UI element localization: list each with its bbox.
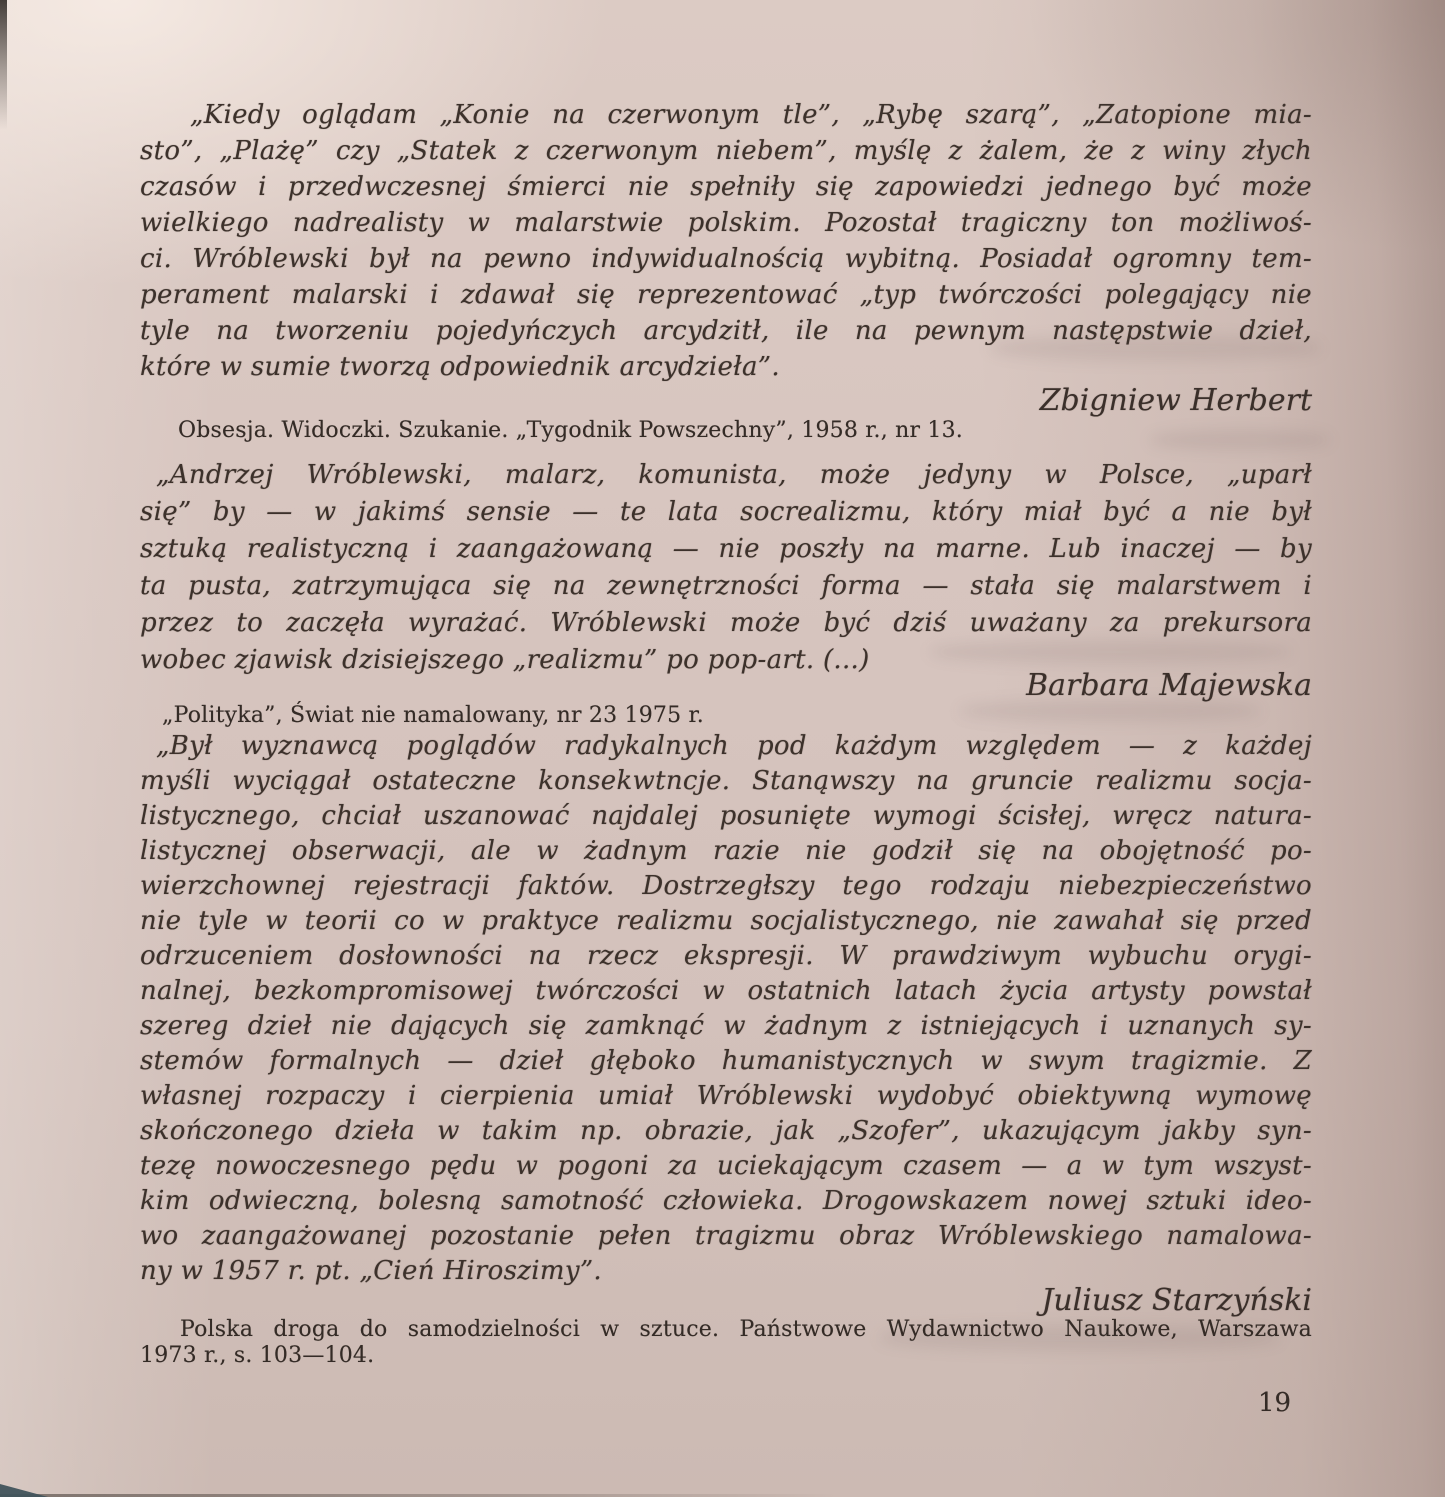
text-line: się” by — w jakimś sensie — te lata socrealizmu, który miał być a nie był xyxy=(140,497,1312,527)
text-line: przez to zaczęła wyrażać. Wróblewski może być dziś uważany za prekursora xyxy=(140,608,1312,638)
quote-majewska xyxy=(140,457,1312,679)
attribution-starzynski: Juliusz Starzyński xyxy=(1041,1283,1312,1318)
text-line: „Był wyznawcą poglądów radykalnych pod każdym względem — z każdej xyxy=(156,731,1312,761)
quote-herbert xyxy=(140,97,1312,385)
attribution-majewska: Barbara Majewska xyxy=(1026,668,1312,703)
reference-herbert xyxy=(140,417,1312,444)
text-line: wierzchownej rejestracji faktów. Dostrzegłszy tego rodzaju niebezpieczeństwo xyxy=(140,871,1312,901)
attribution-herbert: Zbigniew Herbert xyxy=(1039,383,1312,418)
text-line: stemów formalnych — dzieł głęboko humanistycznych w swym tragizmie. Z xyxy=(140,1046,1312,1076)
text-line: sztuką realistyczną i zaangażowaną — nie poszły na marne. Lub inaczej — by xyxy=(140,534,1312,564)
text-line: które w sumie tworzą odpowiednik arcydzieła”. xyxy=(140,352,780,382)
text-line: wobec zjawisk dzisiejszego „realizmu” po pop-art. (...) xyxy=(140,645,870,675)
text-line: tezę nowoczesnego pędu w pogoni za uciekającym czasem — a w tym wszyst- xyxy=(140,1151,1312,1181)
text-line: nie tyle w teorii co w praktyce realizmu socjalistycznego, nie zawahał się przed xyxy=(140,906,1312,936)
text-line: listycznej obserwacji, ale w żadnym razie nie godził się na obojętność po- xyxy=(140,836,1312,866)
table-surface-corner xyxy=(0,1484,48,1497)
text-line: sto”, „Plażę” czy „Statek z czerwonym niebem”, myślę z żalem, że z winy złych xyxy=(140,136,1312,166)
text-line: listycznego, chciał uszanować najdalej posunięte wymogi ścisłej, wręcz natura- xyxy=(140,801,1312,831)
text-line: „Polityka”, Świat nie namalowany, nr 23 1975 r. xyxy=(162,703,704,728)
text-line: „Kiedy oglądam „Konie na czerwonym tle”, „Rybę szarą”, „Zatopione mia- xyxy=(190,100,1312,130)
reference-majewska xyxy=(140,702,1312,729)
text-line: skończonego dzieła w takim np. obrazie, jak „Szofer”, ukazującym jakby syn- xyxy=(140,1116,1312,1146)
text-line: ci. Wróblewski był na pewno indywidualnością wybitną. Posiadał ogromny tem- xyxy=(140,244,1312,274)
text-line: wielkiego nadrealisty w malarstwie polskim. Pozostał tragiczny ton możliwoś- xyxy=(140,208,1312,238)
page-number: 19 xyxy=(1258,1388,1292,1418)
text-line: własnej rozpaczy i cierpienia umiał Wróblewski wydobyć obiektywną wymowę xyxy=(140,1081,1312,1111)
text-line: wo zaangażowanej pozostanie pełen tragizmu obraz Wróblewskiego namalowa- xyxy=(140,1221,1312,1251)
text-line: odrzuceniem dosłowności na rzecz ekspresji. W prawdziwym wybuchu orygi- xyxy=(140,941,1312,971)
text-line: tyle na tworzeniu pojedyńczych arcydzitł, ile na pewnym następstwie dzieł, xyxy=(140,316,1312,346)
text-line: nalnej, bezkompromisowej twórczości w ostatnich latach życia artysty powstał xyxy=(140,976,1312,1006)
text-line: czasów i przedwczesnej śmierci nie spełniły się zapowiedzi jednego być może xyxy=(140,172,1312,202)
text-line: Polska droga do samodzielności w sztuce. Państwowe Wydawnictwo Naukowe, Warszawa xyxy=(180,1317,1312,1342)
page-edge-shadow xyxy=(0,0,7,130)
text-line: szereg dzieł nie dających się zamknąć w żadnym z istniejących i uznanych sy- xyxy=(140,1011,1312,1041)
text-line: kim odwieczną, bolesną samotność człowieka. Drogowskazem nowej sztuki ideo- xyxy=(140,1186,1312,1216)
text-line: ny w 1957 r. pt. „Cień Hiroszimy”. xyxy=(140,1256,602,1286)
quote-starzynski xyxy=(140,729,1312,1289)
text-line: perament malarski i zdawał się reprezentować „typ twórczości polegający nie xyxy=(140,280,1312,310)
text-line: „Andrzej Wróblewski, malarz, komunista, może jedyny w Polsce, „uparł xyxy=(156,460,1312,490)
reference-starzynski xyxy=(140,1317,1312,1369)
text-line: myśli wyciągał ostateczne konsekwtncje. Stanąwszy na gruncie realizmu socja- xyxy=(140,766,1312,796)
text-line: Obsesja. Widoczki. Szukanie. „Tygodnik Powszechny”, 1958 r., nr 13. xyxy=(178,418,963,443)
text-line: ta pusta, zatrzymująca się na zewnętrzności forma — stała się malarstwem i xyxy=(140,571,1312,601)
text-line: 1973 r., s. 103—104. xyxy=(140,1343,375,1368)
